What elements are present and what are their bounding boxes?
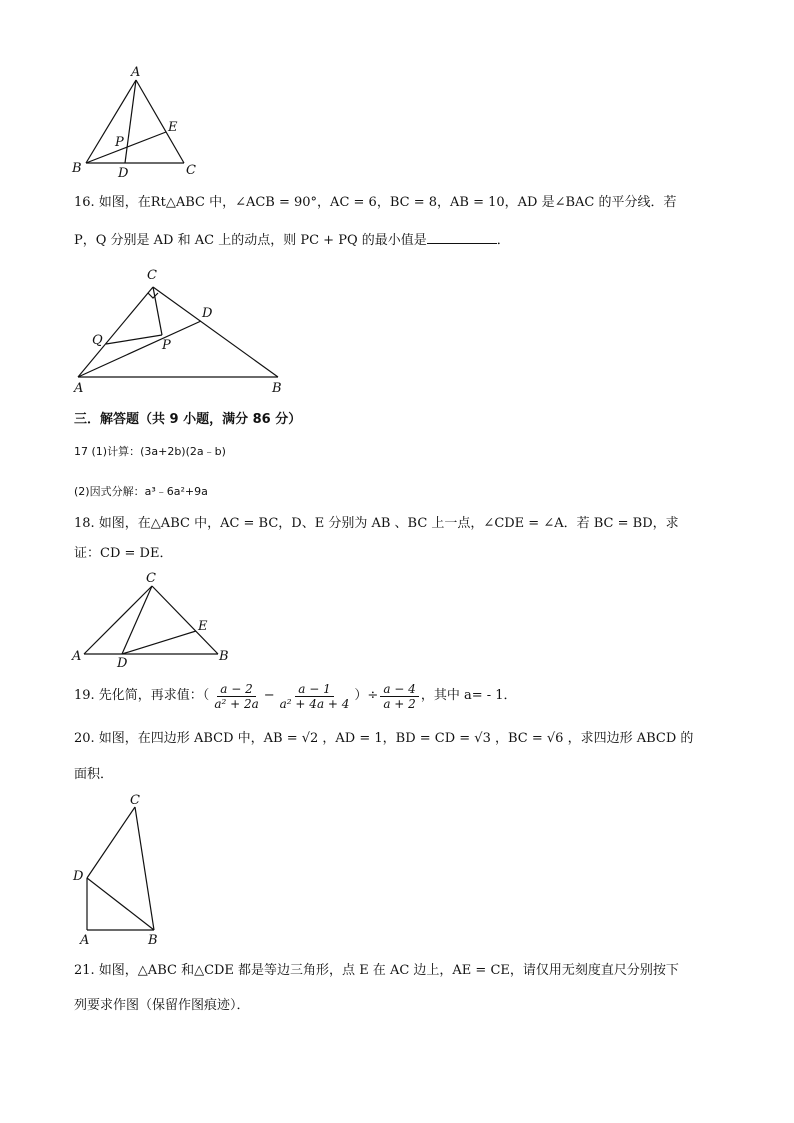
label-a: A xyxy=(74,381,84,396)
figure-q15 xyxy=(70,60,210,180)
fraction-2 xyxy=(277,682,353,711)
label-b: B xyxy=(219,649,229,664)
label-q: Q xyxy=(92,333,103,348)
q17-line2: (2)因式分解：a³﹣6a²+9a xyxy=(74,485,208,498)
segment-ab xyxy=(86,80,136,163)
label-c: C xyxy=(147,268,157,283)
fraction-3 xyxy=(380,682,418,711)
segment-cb xyxy=(153,287,278,377)
segment-ca xyxy=(84,586,152,654)
label-d: D xyxy=(118,166,129,180)
q19-suffix: ，其中 a= - 1． xyxy=(420,688,517,703)
label-b: B xyxy=(272,381,282,396)
label-c: C xyxy=(186,163,196,178)
segment-ad xyxy=(78,321,201,377)
q16-line1: 16. 如图，在Rt△ABC 中，∠ACB = 90°，AC = 6，BC = 8，AB = 10，AD 是∠BAC 的平分线．若 xyxy=(74,195,677,210)
q18-line1: 18. 如图，在△ABC 中，AC = BC，D、E 分别为 AB 、BC 上一点，∠CDE = ∠A．若 BC = BD，求 xyxy=(74,516,679,531)
q16-line2-text: P，Q 分别是 AD 和 AC 上的动点，则 PC + PQ 的最小值是 xyxy=(74,233,427,248)
label-c: C xyxy=(130,793,140,808)
label-a: A xyxy=(131,65,141,80)
segment-db xyxy=(87,878,154,930)
segment-de xyxy=(122,631,196,654)
segment-ca xyxy=(78,287,153,377)
label-a: A xyxy=(80,933,90,948)
label-b: B xyxy=(72,161,82,176)
label-c: C xyxy=(146,571,156,586)
fraction-1 xyxy=(211,682,261,711)
q21-line1: 21. 如图，△ABC 和△CDE 都是等边三角形，点 E 在 AC 边上，AE = CE，请仅用无刻度直尺分别按下 xyxy=(74,963,679,978)
figure-q20 xyxy=(70,790,170,950)
right-angle-mark xyxy=(148,293,158,298)
label-e: E xyxy=(168,120,178,135)
section-heading: 三．解答题（共 9 小题，满分 86 分） xyxy=(74,412,302,427)
fraction-2-numerator: a − 1 xyxy=(295,682,333,697)
segment-cb xyxy=(152,586,218,654)
q17-line1: 17 (1)计算：(3a+2b)(2a﹣b) xyxy=(74,445,226,458)
segment-ad xyxy=(125,80,136,163)
segment-cd xyxy=(122,586,152,654)
fraction-1-numerator: a − 2 xyxy=(217,682,255,697)
fraction-2-denominator: a² + 4a + 4 xyxy=(279,696,350,711)
fraction-1-denominator: a² + 2a xyxy=(214,696,259,711)
label-e: E xyxy=(198,619,208,634)
label-d: D xyxy=(73,869,84,884)
label-a: A xyxy=(72,649,82,664)
fraction-3-numerator: a − 4 xyxy=(380,682,418,697)
segment-cb xyxy=(135,807,154,930)
label-d: D xyxy=(117,656,128,668)
q16-line2 xyxy=(74,231,510,249)
q20-line1: 20. 如图，在四边形 ABCD 中，AB = √2 ，AD = 1，BD = CD = √3 ，BC = √6 ，求四边形 ABCD 的 xyxy=(74,731,694,746)
q19-minus: − xyxy=(263,688,275,703)
label-p: P xyxy=(162,338,171,353)
q16-line2-end: ． xyxy=(496,233,510,248)
q18-line2: 证：CD = DE． xyxy=(74,546,173,561)
q19-prefix: 19. 先化简，再求值：（ xyxy=(74,688,210,703)
answer-blank[interactable] xyxy=(427,231,497,244)
figure-q18 xyxy=(70,568,235,668)
label-d: D xyxy=(202,306,213,321)
q20-line2: 面积． xyxy=(74,767,114,782)
label-p: P xyxy=(115,135,124,150)
segment-dc xyxy=(87,807,135,878)
q19-mid: ）÷ xyxy=(354,688,379,703)
label-b: B xyxy=(148,933,158,948)
q19-line xyxy=(74,676,517,716)
figure-q16 xyxy=(70,265,300,400)
q21-line2: 列要求作图（保留作图痕迹）． xyxy=(74,998,250,1013)
fraction-3-denominator: a + 2 xyxy=(383,696,416,711)
